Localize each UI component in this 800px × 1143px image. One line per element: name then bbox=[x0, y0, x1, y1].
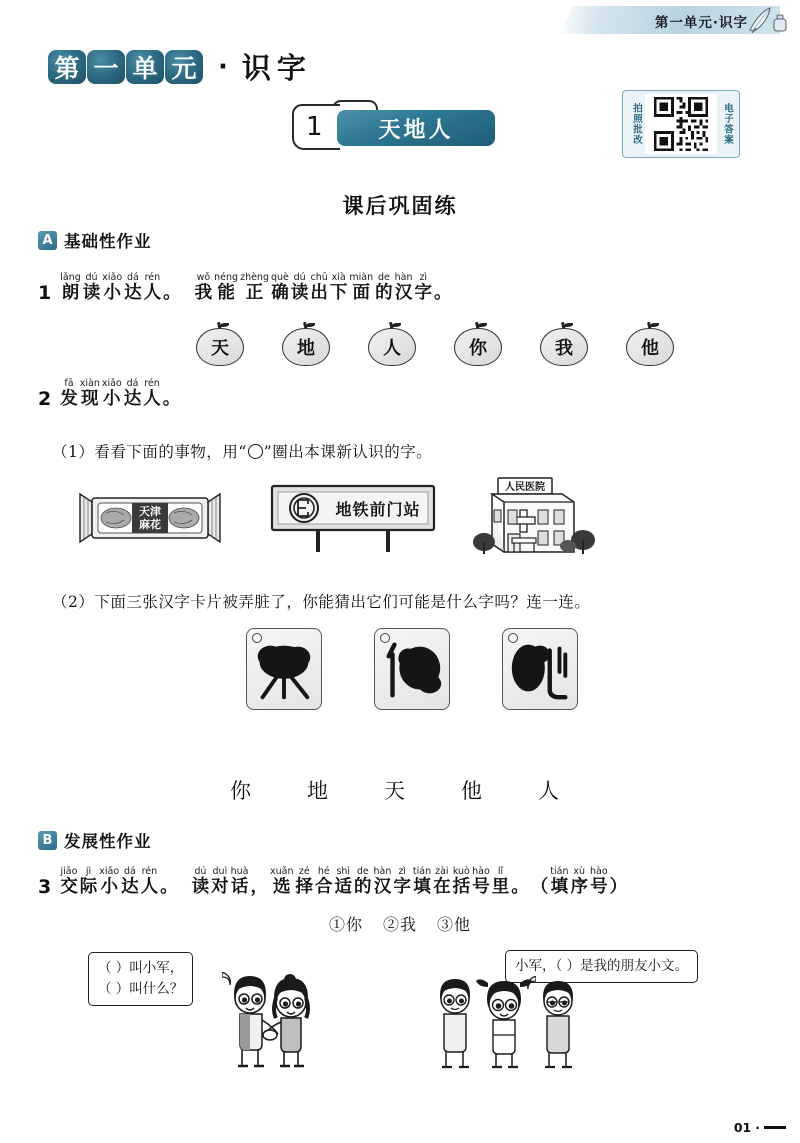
apple-character-row bbox=[196, 322, 674, 366]
apple-bubble-5[interactable] bbox=[540, 322, 588, 366]
question-1 bbox=[38, 272, 453, 304]
section-heading: 课后巩固练 bbox=[342, 194, 458, 218]
smudged-card-3[interactable] bbox=[502, 628, 578, 710]
feather-pen-and-inkwell-icon bbox=[746, 6, 790, 36]
unit-char-box-0: 第 bbox=[48, 50, 86, 84]
apple-leaf-icon bbox=[392, 323, 401, 327]
category-b-badge: B bbox=[38, 831, 57, 850]
hanzi-text: 选 bbox=[273, 877, 291, 898]
hanzi-text: 填 bbox=[550, 877, 569, 898]
pinyin-cell bbox=[453, 866, 471, 898]
pinyin-text: dú bbox=[194, 866, 207, 877]
apple-character: 我 bbox=[555, 338, 573, 359]
apple-character: 天 bbox=[211, 338, 229, 359]
pinyin-text: xià bbox=[331, 272, 346, 283]
pinyin-text: lǐ bbox=[497, 866, 504, 877]
pinyin-text: shì bbox=[336, 866, 351, 877]
pinyin-cell bbox=[296, 866, 314, 898]
apple-leaf-icon bbox=[650, 323, 659, 327]
hanzi-text: 确 bbox=[271, 283, 289, 304]
pinyin-cell bbox=[124, 272, 142, 304]
hanzi-text: 话 bbox=[230, 877, 249, 898]
unit-title bbox=[48, 46, 312, 87]
pinyin-text: xuǎn bbox=[270, 866, 294, 877]
hanzi-text: 对 bbox=[211, 877, 229, 898]
smudged-card-row bbox=[246, 628, 578, 710]
circle-icon bbox=[248, 444, 263, 459]
hanzi-text: 我 bbox=[194, 283, 213, 304]
pinyin-text: jì bbox=[85, 866, 92, 877]
pinyin-cell bbox=[291, 272, 309, 304]
hanzi-text: 号 bbox=[590, 877, 608, 898]
pinyin-cell bbox=[160, 866, 178, 898]
question-3 bbox=[38, 866, 628, 898]
hanzi-text: （ bbox=[530, 877, 549, 898]
pinyin-text: rén bbox=[141, 866, 158, 877]
pinyin-cell bbox=[531, 866, 549, 898]
pinyin-text: dú bbox=[85, 272, 98, 283]
question-2-number: 2 bbox=[38, 387, 52, 410]
hanzi-text: 括 bbox=[452, 877, 471, 898]
pinyin-cell bbox=[413, 866, 431, 898]
pinyin-cell bbox=[271, 272, 289, 304]
apple-leaf-icon bbox=[478, 323, 487, 327]
pinyin-text: rén bbox=[144, 272, 161, 283]
pinyin-cell bbox=[80, 866, 98, 898]
question-2-text bbox=[59, 378, 181, 410]
scene-two-children-shaking-hands bbox=[218, 958, 328, 1068]
unit-separator: · bbox=[218, 51, 228, 82]
hanzi-text: 小 bbox=[103, 389, 121, 410]
match-word-row bbox=[230, 775, 559, 805]
question-1-number: 1 bbox=[38, 281, 52, 304]
pinyin-cell bbox=[349, 272, 373, 304]
pinyin-text: dá bbox=[126, 378, 139, 389]
lesson-header bbox=[292, 100, 512, 152]
object-illustrations bbox=[0, 480, 800, 570]
pinyin-text: hào bbox=[472, 866, 490, 877]
page-footer bbox=[734, 1120, 786, 1135]
hanzi-text: 达 bbox=[124, 283, 142, 304]
pinyin-cell bbox=[570, 866, 588, 898]
hanzi-text: 人 bbox=[140, 877, 159, 898]
hanzi-text: 人 bbox=[143, 389, 161, 410]
page-header bbox=[540, 4, 800, 38]
pinyin-text: dá bbox=[126, 272, 139, 283]
pinyin-cell bbox=[144, 272, 162, 304]
pinyin-cell bbox=[374, 866, 392, 898]
apple-leaf-icon bbox=[564, 323, 573, 327]
question-3-options bbox=[0, 912, 800, 935]
child-right bbox=[543, 981, 573, 1067]
apple-body bbox=[196, 328, 244, 366]
pinyin-text: zài bbox=[435, 866, 449, 877]
apple-body bbox=[540, 328, 588, 366]
bubble-left-line-1: （ ）叫小军， bbox=[98, 960, 184, 976]
pinyin-cell bbox=[433, 866, 451, 898]
pinyin-text: xiǎo bbox=[101, 378, 122, 389]
pinyin-cell bbox=[434, 272, 452, 304]
pinyin-cell bbox=[511, 866, 529, 898]
pinyin-text: kuò bbox=[452, 866, 470, 877]
pinyin-cell bbox=[590, 866, 608, 898]
qr-right-label: 电子答案 bbox=[721, 103, 733, 145]
hanzi-text: 里 bbox=[491, 877, 510, 898]
pinyin-cell bbox=[335, 866, 353, 898]
apple-body bbox=[626, 328, 674, 366]
hanzi-text: 字 bbox=[414, 283, 433, 304]
circle-marker-icon bbox=[252, 633, 262, 643]
pinyin-text: xiǎo bbox=[102, 272, 123, 283]
category-a-label: 基础性作业 bbox=[64, 232, 152, 251]
apple-bubble-2[interactable] bbox=[282, 322, 330, 366]
apple-character: 他 bbox=[641, 338, 659, 359]
pinyin-cell bbox=[102, 272, 122, 304]
pinyin-text: hàn bbox=[373, 866, 392, 877]
hanzi-text: 在 bbox=[433, 877, 451, 898]
pinyin-cell bbox=[610, 866, 628, 898]
apple-character: 地 bbox=[297, 338, 315, 359]
pinyin-cell bbox=[393, 866, 411, 898]
pinyin-text: tián bbox=[550, 866, 569, 877]
apple-bubble-3[interactable] bbox=[368, 322, 416, 366]
hanzi-text: 字 bbox=[393, 877, 411, 898]
apple-character: 人 bbox=[383, 338, 401, 359]
handshake bbox=[263, 1030, 277, 1040]
hanzi-text: 面 bbox=[352, 283, 371, 304]
category-a-badge: A bbox=[38, 231, 57, 250]
scene-three-children bbox=[430, 965, 610, 1070]
option-2[interactable]: ②我 bbox=[382, 915, 417, 934]
pinyin-cell bbox=[60, 866, 78, 898]
hanzi-text: 正 bbox=[245, 283, 264, 304]
hanzi-text: 能 bbox=[217, 283, 235, 304]
pinyin-text: hào bbox=[589, 866, 608, 877]
pinyin-cell bbox=[270, 866, 294, 898]
snack-label-line2: 麻花 bbox=[139, 518, 161, 531]
hanzi-text: 的 bbox=[375, 283, 393, 304]
lesson-title: 天地人 bbox=[378, 117, 454, 143]
lesson-title-banner bbox=[337, 110, 495, 146]
apple-bubble-1[interactable] bbox=[196, 322, 244, 366]
hanzi-text: 朗 bbox=[61, 283, 80, 304]
pinyin-cell bbox=[141, 866, 159, 898]
pinyin-text: xiǎo bbox=[99, 866, 120, 877]
hanzi-text: ， bbox=[250, 877, 269, 898]
pinyin-cell bbox=[354, 866, 372, 898]
pinyin-cell bbox=[60, 378, 78, 410]
smudged-card-2[interactable] bbox=[374, 628, 450, 710]
apple-body bbox=[454, 328, 502, 366]
hospital-sign-text: 人民医院 bbox=[505, 482, 545, 493]
apple-leaf-icon bbox=[220, 323, 229, 327]
hanzi-text: 序 bbox=[570, 877, 588, 898]
beijing-subway-logo bbox=[290, 494, 318, 522]
pinyin-text: dú bbox=[293, 272, 306, 283]
bubble-left-line-2: （ ）叫什么？ bbox=[98, 980, 184, 997]
apple-character: 你 bbox=[469, 338, 487, 359]
pinyin-cell bbox=[60, 272, 81, 304]
hanzi-text: 读 bbox=[290, 283, 309, 304]
hospital-illustration bbox=[470, 476, 602, 560]
pinyin-cell bbox=[163, 378, 181, 410]
pinyin-text: rén bbox=[144, 378, 160, 389]
pinyin-text: hé bbox=[317, 866, 330, 877]
lesson-number: 1 bbox=[306, 112, 323, 142]
hanzi-text: 现 bbox=[81, 389, 99, 410]
hanzi-text: 。 bbox=[434, 283, 452, 304]
question-2 bbox=[38, 378, 181, 410]
speech-bubble-left bbox=[88, 952, 193, 1006]
pinyin-cell bbox=[375, 272, 393, 304]
hanzi-text: 。 bbox=[163, 283, 181, 304]
hanzi-text: 合 bbox=[315, 877, 333, 898]
header-title: 第一单元·识字 bbox=[654, 15, 748, 31]
pinyin-cell bbox=[121, 866, 139, 898]
match-word-5[interactable]: 人 bbox=[538, 779, 559, 803]
pinyin-cell bbox=[310, 272, 328, 304]
question-3-text bbox=[59, 866, 628, 898]
hanzi-text: ） bbox=[609, 877, 628, 898]
hanzi-text: 读 bbox=[191, 877, 210, 898]
speech-bubble-right: 小军，（ ）是我的朋友小文。 bbox=[505, 950, 698, 983]
hanzi-text: 。 bbox=[160, 877, 178, 898]
pinyin-text: zhèng bbox=[240, 272, 269, 283]
hanzi-text: 的 bbox=[354, 877, 372, 898]
pinyin-text: hàn bbox=[394, 272, 413, 283]
subway-sign-illustration bbox=[268, 482, 438, 556]
pinyin-cell bbox=[80, 378, 100, 410]
option-3[interactable]: ③他 bbox=[437, 915, 472, 934]
unit-subject: 识字 bbox=[241, 51, 312, 85]
pinyin-cell bbox=[550, 866, 568, 898]
circle-marker-icon bbox=[380, 633, 390, 643]
snack-package-illustration bbox=[74, 488, 226, 548]
sub1-text-after: ”圈出本课新认识的字。 bbox=[263, 443, 433, 461]
match-word-3[interactable]: 天 bbox=[384, 779, 405, 803]
unit-char-box-2: 单 bbox=[126, 50, 164, 84]
pinyin-text: miàn bbox=[349, 272, 374, 283]
pinyin-cell bbox=[83, 272, 101, 304]
hanzi-text: 适 bbox=[334, 877, 353, 898]
pinyin-cell bbox=[99, 866, 119, 898]
pinyin-text: huà bbox=[230, 866, 249, 877]
girl-figure bbox=[265, 974, 308, 1066]
match-word-2[interactable]: 地 bbox=[307, 779, 328, 803]
pinyin-text: zé bbox=[298, 866, 310, 877]
match-word-4[interactable]: 他 bbox=[461, 779, 482, 803]
pinyin-text: zì bbox=[398, 866, 406, 877]
pinyin-text: dá bbox=[123, 866, 136, 877]
pinyin-text: chū bbox=[310, 272, 328, 283]
pinyin-cell bbox=[102, 378, 122, 410]
category-b bbox=[38, 828, 152, 852]
pinyin-cell bbox=[330, 272, 348, 304]
unit-char-box-3: 元 bbox=[165, 50, 203, 84]
pinyin-cell bbox=[315, 866, 333, 898]
boy-figure bbox=[234, 976, 278, 1066]
pinyin-text: fā bbox=[64, 378, 74, 389]
hanzi-text: 小 bbox=[103, 283, 121, 304]
pinyin-cell bbox=[395, 272, 413, 304]
hanzi-text: 。 bbox=[162, 389, 181, 410]
smudged-card-1[interactable] bbox=[246, 628, 322, 710]
hanzi-text: 人 bbox=[143, 283, 162, 304]
footer-dot: · bbox=[755, 1120, 760, 1135]
category-b-label: 发展性作业 bbox=[64, 832, 152, 851]
pinyin-text: wǒ bbox=[196, 272, 211, 283]
pinyin-cell bbox=[492, 866, 510, 898]
hanzi-text: 填 bbox=[413, 877, 431, 898]
apple-leaf-icon bbox=[306, 323, 315, 327]
pinyin-text: de bbox=[356, 866, 369, 877]
pinyin-cell bbox=[192, 866, 210, 898]
pinyin-text: néng bbox=[214, 272, 239, 283]
child-middle bbox=[476, 979, 532, 1067]
hanzi-text: 择 bbox=[295, 877, 314, 898]
pinyin-text: duì bbox=[212, 866, 228, 877]
option-1[interactable]: ①你 bbox=[328, 915, 363, 934]
question-2-sub1 bbox=[52, 440, 432, 462]
hanzi-text: 达 bbox=[123, 389, 142, 410]
category-a bbox=[38, 228, 152, 252]
child-left bbox=[440, 979, 470, 1067]
pinyin-cell bbox=[195, 272, 213, 304]
hanzi-text: 发 bbox=[60, 389, 78, 410]
hanzi-text: 读 bbox=[82, 283, 101, 304]
question-2-sub2: （2）下面三张汉字卡片被弄脏了，你能猜出它们可能是什么字吗？连一连。 bbox=[52, 593, 591, 611]
sub1-text-before: （1）看看下面的事物，用“ bbox=[52, 443, 247, 461]
apple-bubble-4[interactable] bbox=[454, 322, 502, 366]
apple-body bbox=[368, 328, 416, 366]
subway-sign-text: 地铁前门站 bbox=[335, 500, 421, 519]
question-1-text bbox=[59, 272, 452, 304]
pinyin-cell bbox=[211, 866, 229, 898]
pinyin-cell bbox=[251, 866, 269, 898]
pinyin-cell bbox=[124, 378, 142, 410]
qr-code-icon[interactable] bbox=[645, 94, 717, 154]
pinyin-cell bbox=[143, 378, 161, 410]
pinyin-cell bbox=[240, 272, 269, 304]
hanzi-text: 际 bbox=[79, 877, 98, 898]
pinyin-cell bbox=[163, 272, 181, 304]
match-word-1[interactable]: 你 bbox=[230, 779, 251, 803]
hanzi-text: 交 bbox=[60, 877, 78, 898]
pinyin-cell bbox=[472, 866, 490, 898]
hanzi-text: 。 bbox=[511, 877, 529, 898]
hanzi-text: 出 bbox=[310, 283, 328, 304]
unit-char-box-1: 一 bbox=[87, 50, 125, 84]
pinyin-text: què bbox=[270, 272, 289, 283]
page-number: 01 bbox=[733, 1120, 752, 1135]
hanzi-text: 汉 bbox=[394, 283, 413, 304]
hanzi-text: 小 bbox=[100, 877, 118, 898]
hanzi-text: 下 bbox=[329, 283, 348, 304]
pinyin-cell bbox=[214, 272, 238, 304]
footer-bar bbox=[764, 1126, 786, 1129]
pinyin-text: xiàn bbox=[79, 378, 100, 389]
pinyin-text: zì bbox=[419, 272, 428, 283]
qr-code-block[interactable] bbox=[622, 90, 740, 158]
apple-body bbox=[282, 328, 330, 366]
hanzi-text: 号 bbox=[472, 877, 490, 898]
hanzi-text: 汉 bbox=[373, 877, 392, 898]
apple-bubble-6[interactable] bbox=[626, 322, 674, 366]
pinyin-cell bbox=[231, 866, 249, 898]
pinyin-text: lǎng bbox=[60, 272, 81, 283]
circle-marker-icon bbox=[508, 633, 518, 643]
pinyin-text: de bbox=[377, 272, 390, 283]
hanzi-text: 达 bbox=[121, 877, 139, 898]
snack-label-line1: 天津 bbox=[139, 505, 161, 518]
pinyin-text: jiāo bbox=[60, 866, 78, 877]
qr-left-label: 拍照批改 bbox=[630, 103, 642, 145]
question-3-number: 3 bbox=[38, 875, 52, 898]
pinyin-text: xù bbox=[573, 866, 586, 877]
pinyin-text: tián bbox=[412, 866, 432, 877]
pinyin-cell bbox=[415, 272, 433, 304]
